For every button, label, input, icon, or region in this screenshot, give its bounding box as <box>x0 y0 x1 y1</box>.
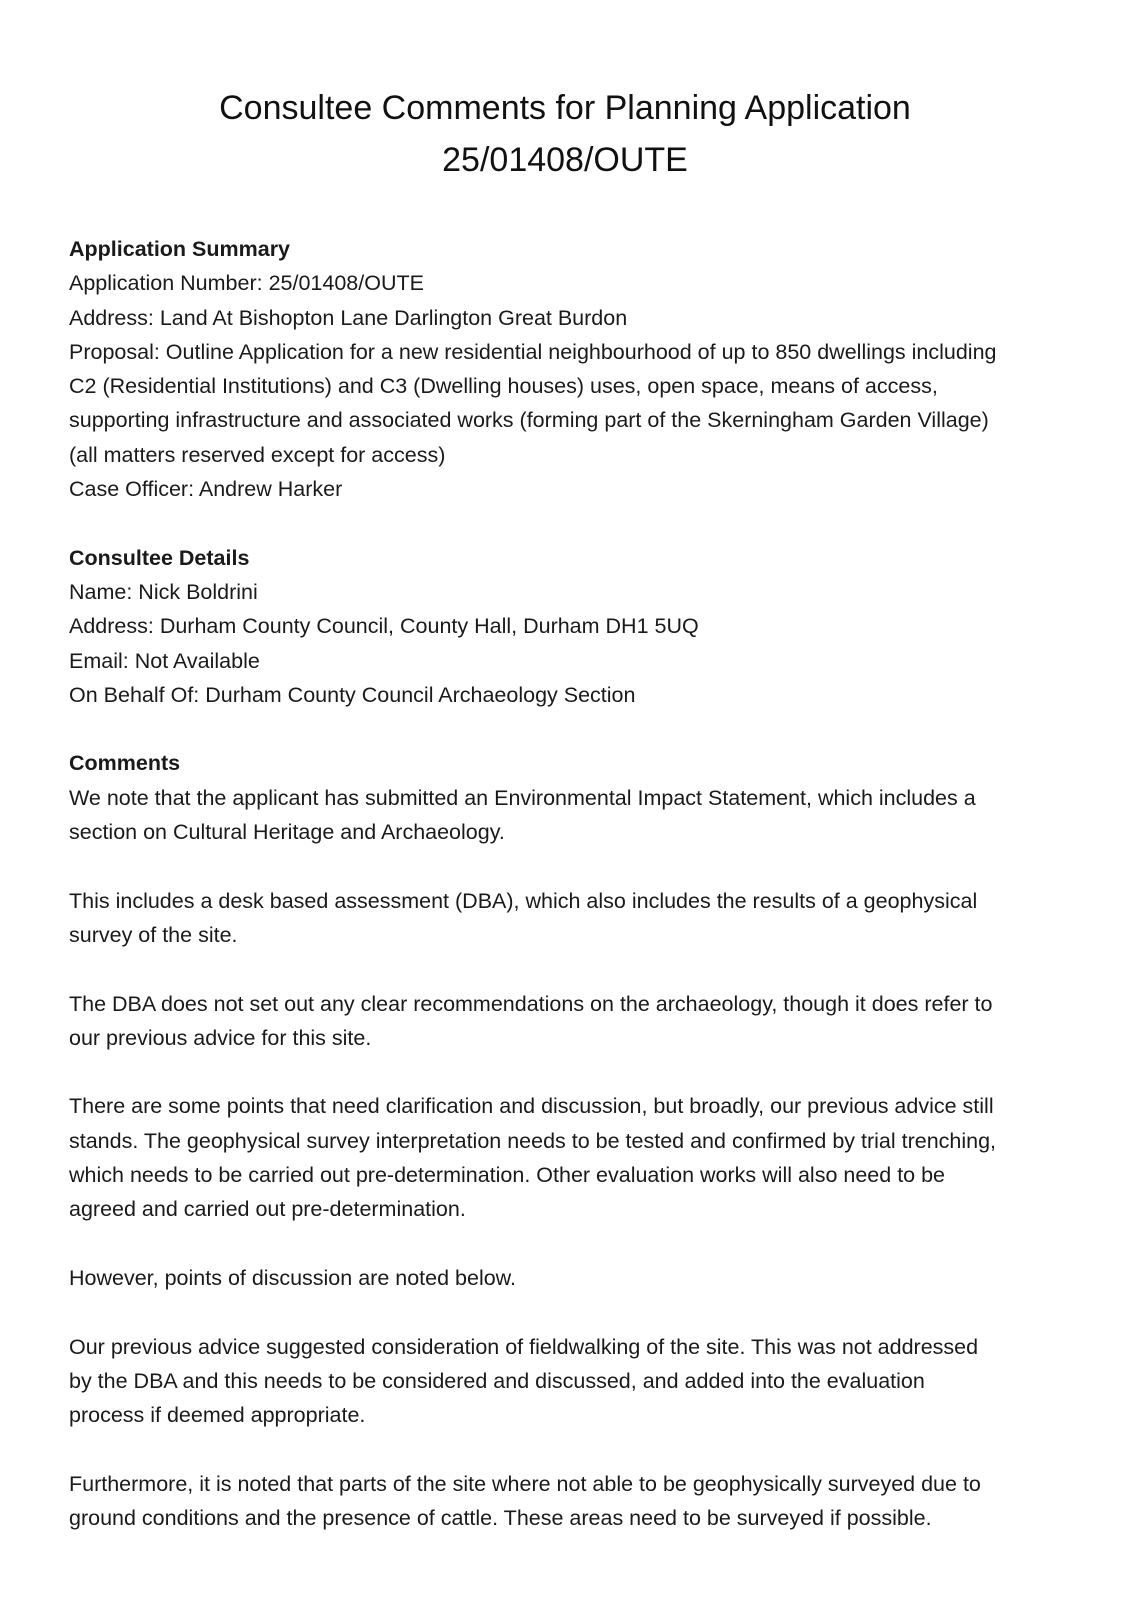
spacer <box>69 1055 1069 1089</box>
application-number: Application Number: 25/01408/OUTE <box>69 271 424 296</box>
consultee-name: Name: Nick Boldrini <box>69 579 258 604</box>
consultee-details-heading: Consultee Details <box>69 545 250 570</box>
consultee-details-section <box>69 541 1069 712</box>
comment-line: This includes a desk based assessment (DBA), which also includes the results of a geophysical <box>69 888 978 913</box>
comments-heading: Comments <box>69 751 181 776</box>
comment-line: by the DBA and this needs to be considered and discussed, and added into the evaluation <box>69 1368 925 1393</box>
consultee-on-behalf-of: On Behalf Of: Durham County Council Archaeology Section <box>69 682 636 707</box>
comments-section <box>69 746 1069 1535</box>
spacer <box>69 952 1069 986</box>
consultee-address: Address: Durham County Council, County Hall, Durham DH1 5UQ <box>69 614 699 639</box>
comment-line: However, points of discussion are noted below. <box>69 1265 516 1290</box>
spacer <box>69 506 1069 540</box>
spacer <box>69 1227 1069 1261</box>
comment-line: There are some points that need clarification and discussion, but broadly, our previous advice still <box>69 1094 994 1119</box>
proposal-line: C2 (Residential Institutions) and C3 (Dwelling houses) uses, open space, means of access, <box>69 374 938 399</box>
comment-line: our previous advice for this site. <box>69 1025 372 1050</box>
title-line-1: Consultee Comments for Planning Application <box>219 89 911 127</box>
proposal-line: supporting infrastructure and associated works (forming part of the Skerningham Garden Village) <box>69 408 989 433</box>
comment-line: agreed and carried out pre-determination. <box>69 1197 466 1222</box>
document-body <box>69 232 1069 1535</box>
application-address: Address: Land At Bishopton Lane Darlington Great Burdon <box>69 305 628 330</box>
spacer <box>69 712 1069 746</box>
comment-line: We note that the applicant has submitted an Environmental Impact Statement, which includes a <box>69 785 976 810</box>
comment-paragraph <box>69 987 1069 1056</box>
spacer <box>69 1432 1069 1466</box>
comment-line: section on Cultural Heritage and Archaeology. <box>69 820 505 845</box>
comment-line: Furthermore, it is noted that parts of the site where not able to be geophysically surveyed due to <box>69 1471 981 1496</box>
comment-line: process if deemed appropriate. <box>69 1403 366 1428</box>
proposal-line: Proposal: Outline Application for a new residential neighbourhood of up to 850 dwellings including <box>69 339 997 364</box>
application-summary-section <box>69 232 1069 506</box>
consultee-email: Email: Not Available <box>69 648 260 673</box>
comment-paragraph <box>69 781 1069 850</box>
comment-paragraph <box>69 1467 1069 1536</box>
application-summary-heading: Application Summary <box>69 237 291 261</box>
comment-line: The DBA does not set out any clear recommendations on the archaeology, though it does refer to <box>69 991 993 1016</box>
comment-line: survey of the site. <box>69 922 238 947</box>
comment-line: ground conditions and the presence of cattle. These areas need to be surveyed if possible. <box>69 1505 932 1530</box>
comment-line: Our previous advice suggested consideration of fieldwalking of the site. This was not addressed <box>69 1334 979 1359</box>
comment-line: which needs to be carried out pre-determination. Other evaluation works will also need to be <box>69 1163 946 1188</box>
comment-line: stands. The geophysical survey interpretation needs to be tested and confirmed by trial trenching, <box>69 1128 997 1153</box>
spacer <box>69 849 1069 883</box>
proposal-line: (all matters reserved except for access) <box>69 442 446 467</box>
comment-paragraph <box>69 1330 1069 1433</box>
title-line-2: 25/01408/OUTE <box>442 141 688 179</box>
case-officer: Case Officer: Andrew Harker <box>69 477 343 502</box>
comment-paragraph <box>69 884 1069 953</box>
comment-paragraph <box>69 1089 1069 1226</box>
comment-paragraph <box>69 1261 1069 1295</box>
spacer <box>69 1295 1069 1329</box>
page-title <box>0 82 1130 186</box>
